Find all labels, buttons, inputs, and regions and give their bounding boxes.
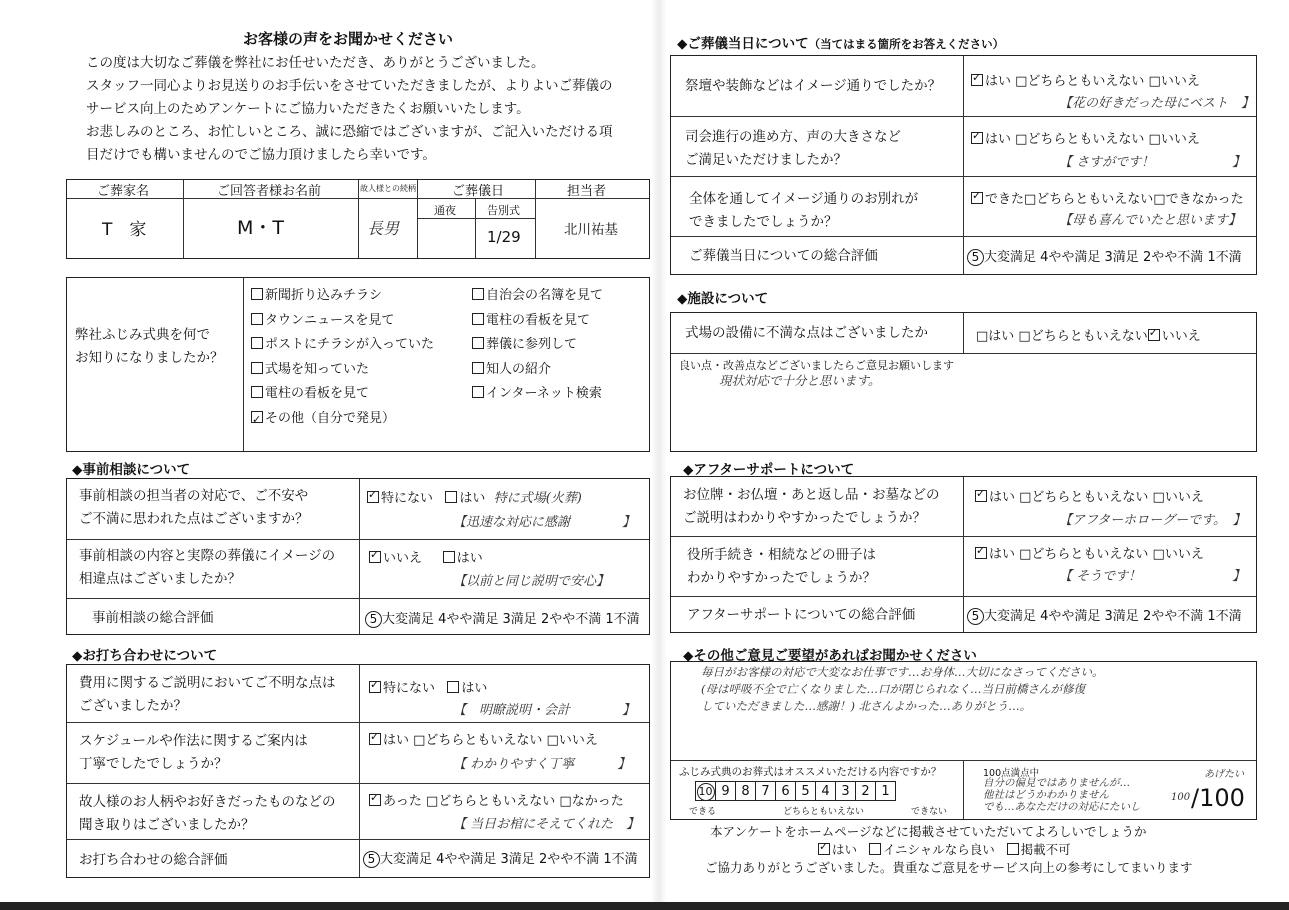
rating-scale: 大変満足 4やや満足 3満足 2やや不満 1不満 [382,612,640,627]
checkbox-checked[interactable] [367,491,379,503]
option-label: 自治会の名簿を見て [486,288,604,303]
source-option[interactable] [251,309,434,334]
intro-line: この度は大切なご葬儀を弊社にお任せいただき、ありがとうございました。 [86,55,545,71]
relation-value: 長男 [367,219,400,238]
score-cell[interactable]: 5 [795,781,816,801]
checkbox-checked[interactable] [369,681,381,693]
score-cell[interactable]: 8 [735,781,756,801]
after-q1 [683,484,940,530]
heading-note: （当てはまる箇所をお答えください） [808,37,1005,51]
option-label: はい [832,842,858,857]
source-options-left [251,284,434,431]
comment-line: 毎日がお客様の対応で大変なお仕事です…お身体…大切になさってください。 [701,665,1104,679]
day-q2-options [971,128,1200,147]
header-respondent: ご回答者様お名前 [217,184,322,199]
option-label: 新聞折り込みチラシ [265,288,383,303]
checkbox[interactable] [472,337,484,349]
checkbox[interactable] [445,491,457,503]
question-line: できましたでしょうか？ [689,214,838,230]
score-cell[interactable]: 3 [835,781,856,801]
comment-line: していただきました…感謝！) 北さんよかった…ありがとう…。 [701,699,1032,713]
source-option[interactable] [251,333,434,358]
option-label: 特にない [381,491,434,506]
option-label: 葬儀に参列して [486,337,578,352]
recommend-question: ふじみ式典のお葬式はオススメいただける内容ですか？ [679,766,942,778]
after-q3: アフターサポートについての総合評価 [687,607,916,623]
comment-line: 自分の偏見ではありませんが… [983,777,1130,789]
checkbox-checked[interactable] [975,490,987,502]
question-line: 丁寧でしたでしょうか？ [79,756,228,772]
question-line: ご満足いただけましたか？ [685,152,847,168]
section-heading-day [677,32,1004,52]
meeting-q3-comment: 【 当日お棺にそえてくれた 】 [453,817,640,832]
checkbox[interactable] [251,337,263,349]
question-line: 役所手続き・相続などの冊子は [687,547,876,563]
meeting-table [66,664,650,878]
points-give-label: あげたい [1204,769,1244,780]
publish-options [818,840,1071,858]
checkbox[interactable] [443,551,455,563]
question-line: ございましたか？ [79,698,187,714]
day-table [670,55,1257,275]
option-label: はい [459,491,486,506]
farewell-date: 1/29 [487,228,521,246]
info-table [66,179,650,259]
day-q1-comment: 【花の好きだった母にベスト 】 [1059,96,1255,111]
option-label: できた□どちらともいえない□できなかった [985,192,1244,207]
source-option[interactable] [251,284,434,309]
bottom-edge [0,902,1289,910]
question-line: 全体を通してイメージ通りのお別れが [689,191,919,207]
question-line: ご不満に思われた点はございますか？ [79,511,309,527]
after-q1-comment: 【アフターホローグーです。 】 [1059,513,1246,528]
checkbox[interactable] [472,386,484,398]
checkbox[interactable] [1007,843,1019,855]
source-question-line: 弊社ふじみ式典を何で [75,327,210,343]
rating-scale: 大変満足 4やや満足 3満足 2やや不満 1不満 [984,250,1242,265]
question-line: スケジュールや作法に関するご案内は [79,733,308,749]
option-label: イニシャルなら良い [882,842,995,857]
option-label: □はい □どちらともいえない [976,329,1148,344]
day-q1: 祭壇や装飾などはイメージ通りでしたか？ [685,78,942,94]
meeting-q2-comment: 【 わかりやすく丁寧 】 [453,757,631,772]
checkbox[interactable] [251,362,263,374]
paper-fold [651,0,667,910]
day-q2-comment: 【 さすがです！ 】 [1059,155,1246,170]
points-comment [983,777,1141,813]
after-q1-options [975,486,1204,505]
source-option[interactable] [251,382,434,407]
comment-line: でも…あなただけの対応にたいし [983,801,1141,813]
after-q2-options [975,543,1204,562]
checkbox-checked[interactable] [251,411,263,423]
points-total: /100 [1191,784,1245,812]
rating-circle: 5 [967,249,984,266]
section-heading-consult: ◆事前相談について [72,462,191,478]
checkbox[interactable] [251,288,263,300]
source-option[interactable] [472,309,603,334]
checkbox-checked[interactable] [971,132,983,144]
option-label: はい □どちらともいえない □いいえ [985,74,1200,89]
recommend-scale [695,781,895,801]
facility-q1: 式場の設備に不満な点はございましたか [685,325,928,341]
family-name: T 家 [102,220,147,240]
header-relation: 故人様との続柄 [360,184,416,193]
question-line: わかりやすかったでしょうか？ [687,570,876,586]
source-option[interactable] [251,407,434,432]
source-options-right [472,284,603,407]
header-family: ご葬家名 [97,184,150,199]
checkbox-checked[interactable] [369,733,381,745]
question-line: 費用に関するご説明においてご不明な点は [79,675,336,691]
option-label: 掲載不可 [1020,842,1071,857]
day-q4: ご葬儀当日についての総合評価 [689,248,878,264]
comment-line: (母は呼吸不全で亡くなりました…口が閉じられなく…当日前橋さんが修復 [701,682,1085,696]
consult-table [66,478,650,635]
option-label: タウンニュースを見て [265,312,395,328]
option-label: 電柱の看板を見て [265,386,370,401]
day-q3 [689,188,918,234]
day-q2 [685,126,901,172]
score-selected: 10 [697,783,715,801]
score-cell[interactable]: 6 [775,781,796,801]
checkbox-checked[interactable] [369,551,381,563]
meeting-q2 [79,730,308,776]
checkbox[interactable] [869,843,881,855]
meeting-q1-options [369,677,487,696]
other-box [670,661,1257,820]
meeting-q4: お打ち合わせの総合評価 [79,852,228,868]
question-line: お位牌・お仏壇・あと返し品・お墓などの [683,487,940,503]
section-heading-meeting: ◆お打ち合わせについて [72,648,218,664]
section-heading-other: ◆その他ご意見ご要望があればお聞かせください [683,648,977,664]
option-label: 特にない [383,681,436,696]
source-question-line: お知りになりましたか？ [75,350,224,366]
option-label: 式場を知っていた [265,361,370,377]
header-farewell: 告別式 [487,204,520,217]
score-cell[interactable]: 9 [715,781,736,801]
header-wake: 通夜 [434,204,456,217]
checkbox-checked[interactable] [971,192,983,204]
checkbox-checked[interactable] [971,74,983,86]
score-cell[interactable]: 1 [875,781,896,801]
question-line: 事前相談の内容と実際の葬儀にイメージの [79,548,336,564]
source-box [66,277,650,452]
checkbox-checked[interactable] [1148,329,1160,341]
comment-line: 他社はどうかわかりません [983,789,1109,801]
intro-line: 目だけでも構いませんのでご協力頂けましたら幸いです。 [86,147,436,163]
header-date: ご葬儀日 [452,184,505,199]
meeting-q1-comment: 【 明瞭説明・会計 】 [453,703,636,718]
question-line: 故人様のお人柄やお好きだったものなどの [79,794,336,810]
option-label: はい □どちらともいえない □いいえ [985,132,1200,147]
consult-q2 [79,545,335,591]
points-label: 100点満点中 [983,768,1040,779]
option-label: あった □どちらともいえない □なかった [383,794,624,809]
respondent-name: M・T [237,217,284,239]
option-label: いいえ [383,551,423,566]
consult-q1 [79,485,309,531]
section-heading-facility: ◆施設について [677,291,769,307]
option-label: いいえ [1161,329,1201,344]
checkbox[interactable] [472,288,484,300]
consult-rating [365,608,640,628]
option-label: はい [456,551,483,566]
scale-left-label: できる [689,807,717,817]
points-hand-score: 100 [1171,792,1191,803]
checkbox[interactable] [447,681,459,693]
checkbox[interactable] [251,386,263,398]
survey-title: お客様の声をお聞かせください [243,30,454,48]
rating-scale: 大変満足 4やや満足 3満足 2やや不満 1不満 [380,852,638,867]
intro-line: サービス向上のためアンケートにご協力いただきたくお願いいたします。 [86,101,530,117]
consult-q1-options [367,487,582,506]
consult-q2-options [369,547,483,566]
meeting-q2-options [369,729,598,748]
other-comment [701,664,1104,715]
meeting-rating [363,848,638,868]
day-rating [967,246,1242,266]
rating-scale: 大変満足 4やや満足 3満足 2やや不満 1不満 [984,609,1242,624]
option-label: その他（自分で発見） [265,410,396,426]
rating-circle: 5 [365,611,382,628]
option-label: はい □どちらともいえない □いいえ [383,733,598,748]
checkbox[interactable] [472,362,484,374]
after-rating [967,605,1242,625]
scale-right-label: できない [911,807,948,817]
option-label: 知人の紹介 [486,361,552,377]
score-cell[interactable]: 4 [815,781,836,801]
option-label: ポストにチラシが入っていた [265,337,435,352]
header-staff: 担当者 [567,184,607,199]
day-q1-options [971,70,1200,89]
heading-text: ◆ご葬儀当日について [677,36,809,52]
checkbox-checked[interactable] [369,794,381,806]
handwritten-note: 特に式場(火葬) [493,491,582,506]
section-heading-after: ◆アフターサポートについて [683,462,855,478]
question-line: 聞き取りはございましたか？ [79,817,255,833]
staff-name: 北川祐基 [564,222,618,238]
source-option[interactable] [472,333,603,358]
day-q3-comment: 【母も喜んでいたと思います】 [1059,213,1242,228]
facility-q1-options [976,325,1201,344]
option-label: インターネット検索 [486,386,602,401]
consult-q1-comment: 【迅速な対応に感謝 】 [453,515,636,530]
option-label: はい □どちらともいえない □いいえ [989,547,1204,562]
option-label: はい [461,681,488,696]
consult-q3: 事前相談の総合評価 [92,610,214,626]
source-option[interactable] [472,382,603,407]
facility-note-label: 良い点・改善点などございましたらご意見お願いします [679,359,954,372]
meeting-q3 [79,791,336,837]
score-cell[interactable]: 7 [755,781,776,801]
checkbox[interactable] [472,313,484,325]
score-cell[interactable]: 2 [855,781,876,801]
option-label: はい □どちらともいえない □いいえ [989,490,1204,505]
facility-table [670,312,1257,452]
source-option[interactable] [472,358,603,383]
scale-mid-label: どちらともいえない [783,807,865,817]
thanks-text: ご協力ありがとうございました。貴重なご意見をサービス向上の参考にしてまいります [705,860,1193,875]
question-line: 相違点はございましたか？ [79,571,241,587]
checkbox[interactable] [251,313,263,325]
facility-note-hand: 現状対応で十分と思います。 [719,373,881,388]
after-q2 [687,544,876,590]
after-q2-comment: 【 そうです！ 】 [1059,569,1246,584]
source-option[interactable] [472,284,603,309]
publish-question: 本アンケートをホームページなどに掲載させていただいてよろしいでしょうか [710,824,1147,839]
intro-line: スタッフ一同心よりお見送りのお手伝いをさせていただきましたが、よりよいご葬儀の [86,78,613,94]
meeting-q1 [79,672,336,718]
checkbox-checked[interactable] [818,843,830,855]
rating-circle: 5 [363,851,380,868]
rating-circle: 5 [967,608,984,625]
meeting-q3-options [369,790,624,809]
source-question [75,324,224,370]
question-line: ご説明はわかりやすかったでしょうか？ [683,510,926,526]
checkbox-checked[interactable] [975,547,987,559]
after-table [670,476,1257,633]
day-q3-options [971,188,1244,207]
intro-text [86,52,646,167]
question-line: 司会進行の進め方、声の大きさなど [685,129,901,145]
intro-line: お悲しみのところ、お忙しいところ、誠に恐縮ではございますが、ご記入いただける項 [86,124,613,140]
consult-q2-comment: 【以前と同じ説明で安心】 [453,574,610,589]
question-line: 事前相談の担当者の対応で、ご不安や [79,488,309,504]
score-cell[interactable] [695,781,716,801]
source-option[interactable] [251,358,434,383]
option-label: 電柱の看板を見て [486,312,591,328]
